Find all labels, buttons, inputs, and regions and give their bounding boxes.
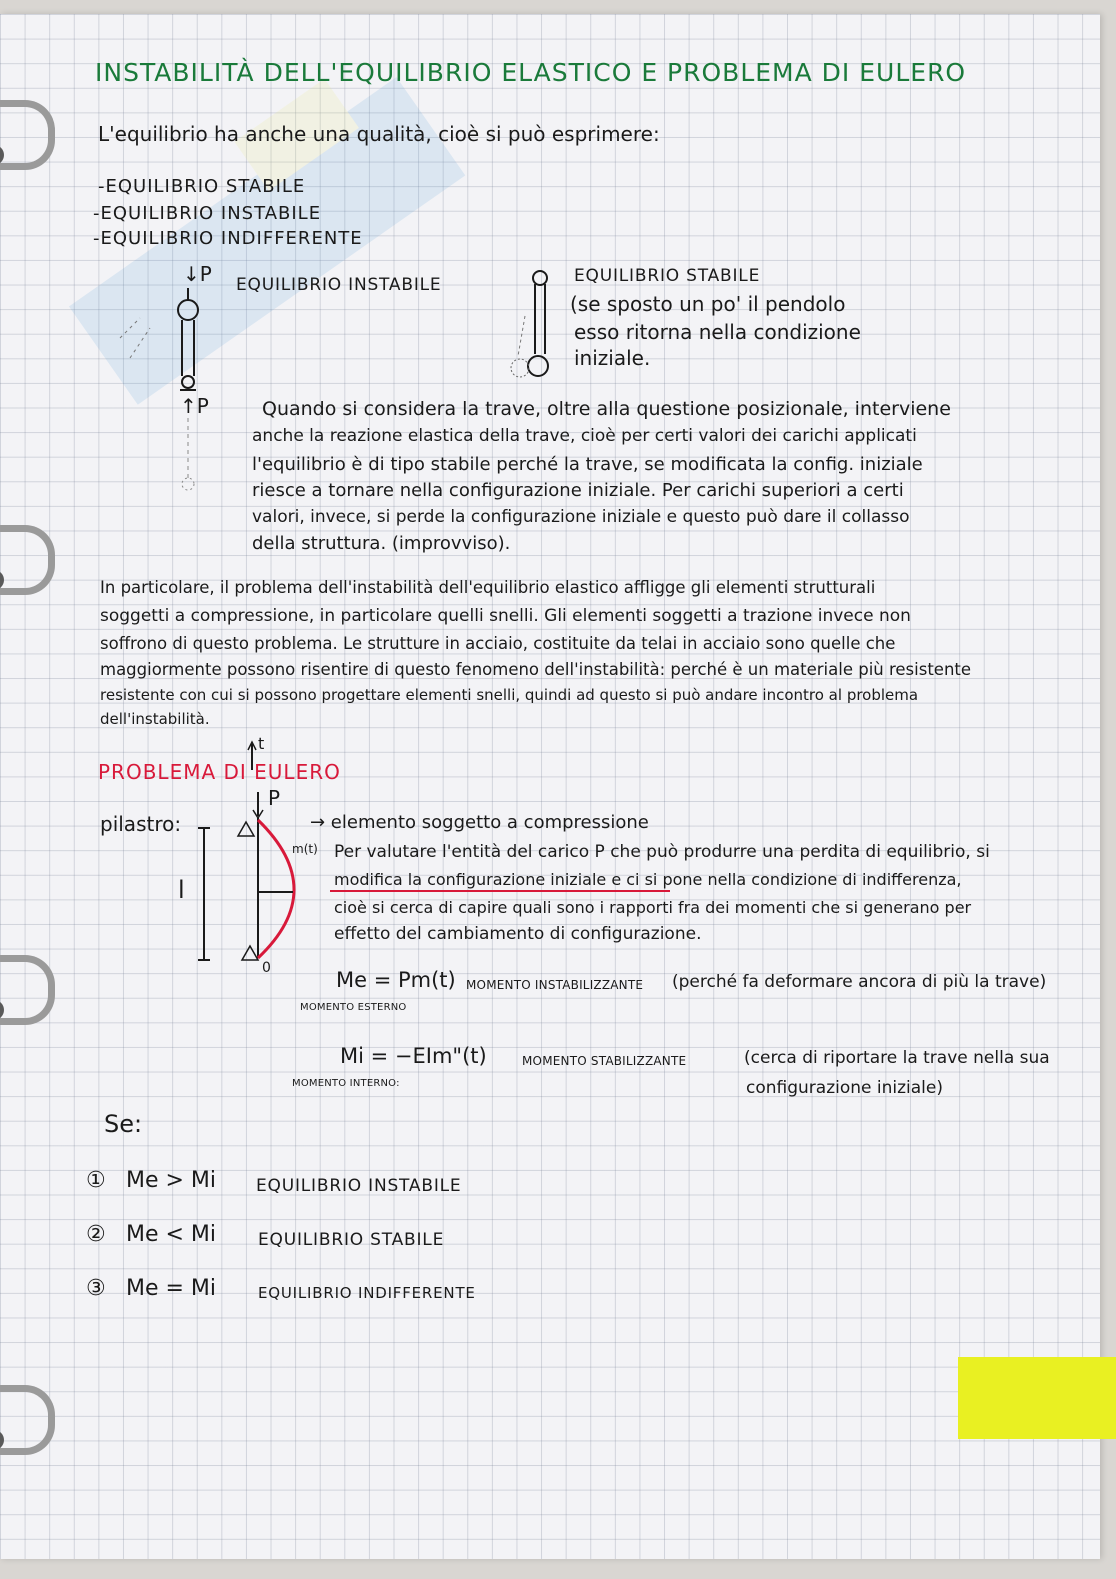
paragraph-line: maggiormente possono risentire di questo fenomeno dell'instabilità: perché è un materiale più resistente — [100, 660, 972, 679]
moment-external-tag: MOMENTO ESTERNO — [300, 1002, 407, 1013]
case-number: ② — [86, 1222, 106, 1247]
paragraph-line: In particolare, il problema dell'instabilità dell'equilibrio elastico affligge gli elementi strutturali — [100, 578, 876, 597]
paragraph-line: Per valutare l'entità del carico P che può produrre una perdita di equilibrio, si — [334, 842, 990, 862]
list-item: -EQUILIBRIO STABILE — [98, 176, 306, 197]
unstable-label: EQUILIBRIO INSTABILE — [236, 275, 442, 295]
moment-external-name: MOMENTO INSTABILIZZANTE — [466, 978, 644, 992]
column-deflection-label: m(t) — [292, 842, 318, 856]
intro-text: L'equilibrio ha anche una qualità, cioè si può esprimere: — [98, 122, 660, 146]
moment-internal-tag: MOMENTO INTERNO: — [292, 1078, 400, 1089]
section-heading: PROBLEMA DI EULERO — [98, 760, 341, 784]
paragraph-line: valori, invece, si perde la configurazione iniziale e questo può dare il collasso — [252, 507, 910, 527]
stable-note-line: iniziale. — [574, 346, 651, 370]
binder-ring — [0, 525, 55, 595]
case-result: EQUILIBRIO INSTABILE — [256, 1176, 462, 1196]
binder-ring — [0, 955, 55, 1025]
column-length-label: l — [178, 876, 185, 904]
moment-external-formula: Me = Pm(t) — [336, 968, 456, 992]
paragraph-line: della struttura. (improvviso). — [252, 533, 511, 554]
case-condition: Me > Mi — [126, 1168, 217, 1193]
paragraph-line: anche la reazione elastica della trave, cioè per certi valori dei carichi applicati — [252, 426, 917, 446]
euler-column-diagram — [190, 740, 330, 980]
column-axis-label: t — [258, 734, 265, 753]
moment-internal-desc: configurazione iniziale) — [746, 1078, 943, 1098]
paragraph-line: Quando si considera la trave, oltre alla questione posizionale, interviene — [262, 398, 951, 420]
binder-ring — [0, 1385, 55, 1455]
paragraph-line: effetto del cambiamento di configurazione. — [334, 924, 702, 944]
se-label: Se: — [104, 1110, 143, 1138]
case-number: ③ — [86, 1276, 106, 1301]
column-base-label: 0 — [262, 960, 271, 976]
column-load-label: P — [268, 786, 281, 810]
column-label: pilastro: — [100, 812, 182, 836]
binder-ring — [0, 100, 55, 170]
moment-internal-name: MOMENTO STABILIZZANTE — [522, 1054, 687, 1068]
moment-internal-desc: (cerca di riportare la trave nella sua — [744, 1048, 1050, 1068]
moment-external-desc: (perché fa deformare ancora di più la trave) — [672, 972, 1047, 992]
sticky-note — [958, 1357, 1116, 1439]
unstable-pendulum-diagram — [110, 258, 240, 498]
stable-pendulum-diagram — [500, 266, 560, 386]
paragraph-line: dell'instabilità. — [100, 710, 210, 728]
case-condition: Me = Mi — [126, 1276, 217, 1301]
moment-internal-formula: Mi = −EIm"(t) — [340, 1044, 487, 1068]
case-number: ① — [86, 1168, 106, 1193]
paragraph-line: l'equilibrio è di tipo stabile perché la trave, se modificata la config. iniziale — [252, 454, 923, 475]
list-item: -EQUILIBRIO INSTABILE — [93, 203, 322, 224]
paragraph-line: modifica la configurazione iniziale e ci si pone nella condizione di indifferenza, — [334, 870, 962, 889]
underline — [330, 888, 670, 894]
case-result: EQUILIBRIO INDIFFERENTE — [258, 1284, 476, 1302]
paragraph-line: resistente con cui si possono progettare elementi snelli, quindi ad questo si può andare incontro al problema — [100, 686, 919, 704]
paragraph-line: cioè si cerca di capire quali sono i rapporti fra dei momenti che si generano per — [334, 898, 972, 917]
case-condition: Me < Mi — [126, 1222, 217, 1247]
force-label: ↑P — [180, 394, 209, 418]
paragraph-line: soggetti a compressione, in particolare quelli snelli. Gli elementi soggetti a trazione invece non — [100, 606, 911, 626]
stable-label: EQUILIBRIO STABILE — [574, 266, 761, 286]
compression-note: → elemento soggetto a compressione — [310, 812, 649, 833]
stable-note-line: (se sposto un po' il pendolo — [570, 292, 846, 316]
case-result: EQUILIBRIO STABILE — [258, 1230, 445, 1250]
paragraph-line: riesce a tornare nella configurazione iniziale. Per carichi superiori a certi — [252, 480, 904, 501]
page-title: INSTABILITÀ DELL'EQUILIBRIO ELASTICO E PROBLEMA DI EULERO — [95, 58, 967, 87]
stable-note-line: esso ritorna nella condizione — [574, 320, 861, 344]
list-item: -EQUILIBRIO INDIFFERENTE — [93, 228, 363, 249]
paragraph-line: soffrono di questo problema. Le strutture in acciaio, costituite da telai in acciaio sono quelle che — [100, 634, 896, 653]
force-label: ↓P — [183, 262, 212, 286]
